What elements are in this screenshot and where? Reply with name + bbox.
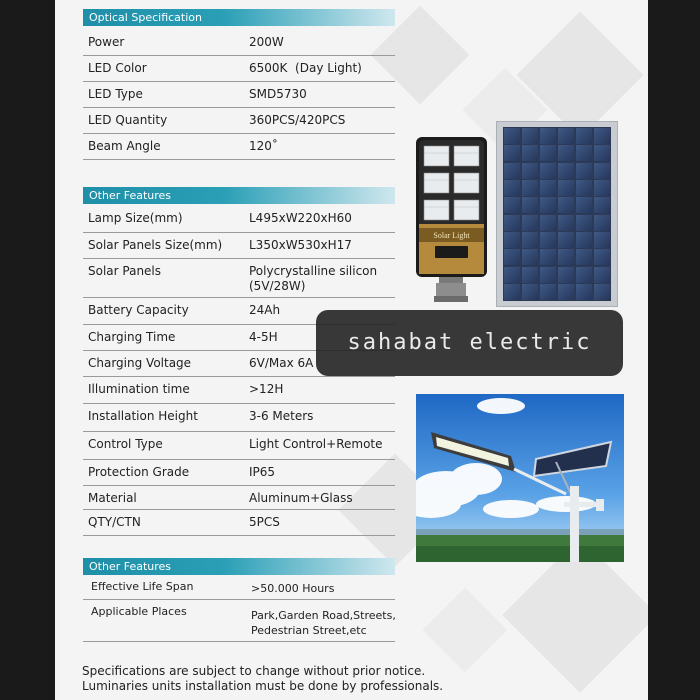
row-value: SMD5730 (249, 87, 307, 101)
solar-cell (594, 128, 610, 144)
table-row (83, 404, 395, 432)
solar-cell (576, 267, 592, 283)
table-row (83, 575, 395, 600)
table-row (83, 600, 395, 642)
solar-cell (594, 180, 610, 196)
table-row (83, 377, 395, 404)
row-value: L350xW530xH17 (249, 238, 352, 252)
solar-cell (594, 284, 610, 300)
solar-cell (576, 128, 592, 144)
solar-cell (558, 267, 574, 283)
solar-cell (594, 215, 610, 231)
solar-cell (540, 180, 556, 196)
table-row (83, 259, 395, 298)
solar-cell (504, 145, 520, 161)
solar-cell (522, 128, 538, 144)
row-label: Control Type (88, 437, 163, 451)
solar-cell (558, 145, 574, 161)
background-diamond (423, 588, 508, 673)
solar-cell (558, 128, 574, 144)
table-row (83, 134, 395, 160)
table-row (83, 108, 395, 134)
row-value: L495xW220xH60 (249, 211, 352, 225)
street-light-photo (416, 394, 624, 562)
row-label: Solar Panels (88, 264, 162, 278)
solar-cell (540, 197, 556, 213)
solar-cell (522, 215, 538, 231)
solar-cell (558, 180, 574, 196)
solar-cell (594, 267, 610, 283)
solar-cell (576, 145, 592, 161)
solar-cell (594, 197, 610, 213)
solar-cell-grid (503, 127, 611, 301)
section-header-optical: Optical Specification (83, 9, 395, 26)
table-row (83, 56, 395, 82)
solar-cell (576, 163, 592, 179)
solar-cell (594, 249, 610, 265)
row-label: Applicable Places (91, 605, 187, 618)
row-value: 24Ah (249, 303, 281, 317)
row-label: Power (88, 35, 125, 49)
row-value: IP65 (249, 465, 276, 479)
solar-cell (522, 180, 538, 196)
table-row (83, 82, 395, 108)
row-label: Charging Voltage (88, 356, 192, 370)
solar-cell (558, 284, 574, 300)
solar-cell (522, 163, 538, 179)
footer-line: Luminaries units installation must be done by professionals. (82, 679, 444, 693)
row-label: LED Type (88, 87, 143, 101)
solar-cell (504, 232, 520, 248)
row-label: Charging Time (88, 330, 176, 344)
row-label: QTY/CTN (88, 515, 141, 529)
solar-cell (576, 215, 592, 231)
footer-note (82, 664, 443, 694)
row-value: 6V/Max 6A (249, 356, 314, 370)
solar-cell (504, 284, 520, 300)
table-row (83, 486, 395, 510)
solar-cell (504, 128, 520, 144)
row-value: 4-5H (249, 330, 278, 344)
solar-cell (504, 267, 520, 283)
solar-cell (594, 145, 610, 161)
row-label: Illumination time (88, 382, 190, 396)
footer-line: Specifications are subject to change without prior notice. (82, 664, 426, 678)
solar-cell (576, 180, 592, 196)
watermark: sahabat electric (316, 310, 623, 376)
table-row (83, 206, 395, 233)
solar-cell (594, 232, 610, 248)
row-label: Lamp Size(mm) (88, 211, 183, 225)
row-label: Material (88, 491, 137, 505)
row-value: Aluminum+Glass (249, 491, 353, 505)
solar-cell (558, 163, 574, 179)
solar-cell (558, 232, 574, 248)
solar-cell (522, 267, 538, 283)
table-row (83, 460, 395, 486)
row-value: 360PCS/420PCS (249, 113, 346, 127)
solar-cell (540, 163, 556, 179)
row-label: Beam Angle (88, 139, 161, 153)
solar-cell (576, 197, 592, 213)
row-value: Polycrystalline silicon (5V/28W) (249, 264, 378, 293)
solar-cell (522, 284, 538, 300)
solar-cell (504, 215, 520, 231)
row-value: 120˚ (249, 139, 278, 153)
row-label: LED Quantity (88, 113, 168, 127)
row-value: 6500K (Day Light) (249, 61, 362, 75)
solar-cell (504, 197, 520, 213)
solar-cell (558, 197, 574, 213)
solar-cell (540, 145, 556, 161)
table-row (83, 432, 395, 460)
solar-cell (522, 249, 538, 265)
row-value: >50.000 Hours (251, 582, 335, 595)
section-header-other-features: Other Features (83, 558, 395, 575)
solar-cell (504, 180, 520, 196)
solar-cell (522, 145, 538, 161)
row-value: 200W (249, 35, 284, 49)
table-row (83, 30, 395, 56)
section-header-other-features: Other Features (83, 187, 395, 204)
row-label: Installation Height (88, 409, 198, 423)
solar-cell (594, 163, 610, 179)
solar-panel-image (496, 121, 618, 307)
row-label: Protection Grade (88, 465, 190, 479)
solar-cell (558, 249, 574, 265)
row-value: Light Control+Remote (249, 437, 383, 451)
row-value: >12H (249, 382, 284, 396)
solar-cell (540, 249, 556, 265)
solar-cell (540, 215, 556, 231)
row-label: LED Color (88, 61, 147, 75)
solar-cell (576, 232, 592, 248)
solar-cell (504, 249, 520, 265)
solar-cell (558, 215, 574, 231)
table-row (83, 233, 395, 259)
solar-cell (576, 249, 592, 265)
solar-cell (540, 128, 556, 144)
solar-cell (540, 284, 556, 300)
row-label: Battery Capacity (88, 303, 189, 317)
row-label: Effective Life Span (91, 580, 194, 593)
spec-sheet-page (55, 0, 648, 700)
solar-cell (540, 267, 556, 283)
row-label: Solar Panels Size(mm) (88, 238, 223, 252)
row-value: 5PCS (249, 515, 280, 529)
solar-cell (522, 232, 538, 248)
solar-cell (522, 197, 538, 213)
lamp-label: Solar Light (433, 231, 470, 240)
solar-cell (540, 232, 556, 248)
table-row (83, 510, 395, 536)
solar-cell (504, 163, 520, 179)
solar-lamp-image (415, 136, 488, 304)
row-value: 3-6 Meters (249, 409, 314, 423)
row-value: Park,Garden Road,Streets, Pedestrian Street,etc (251, 609, 396, 637)
solar-cell (576, 284, 592, 300)
